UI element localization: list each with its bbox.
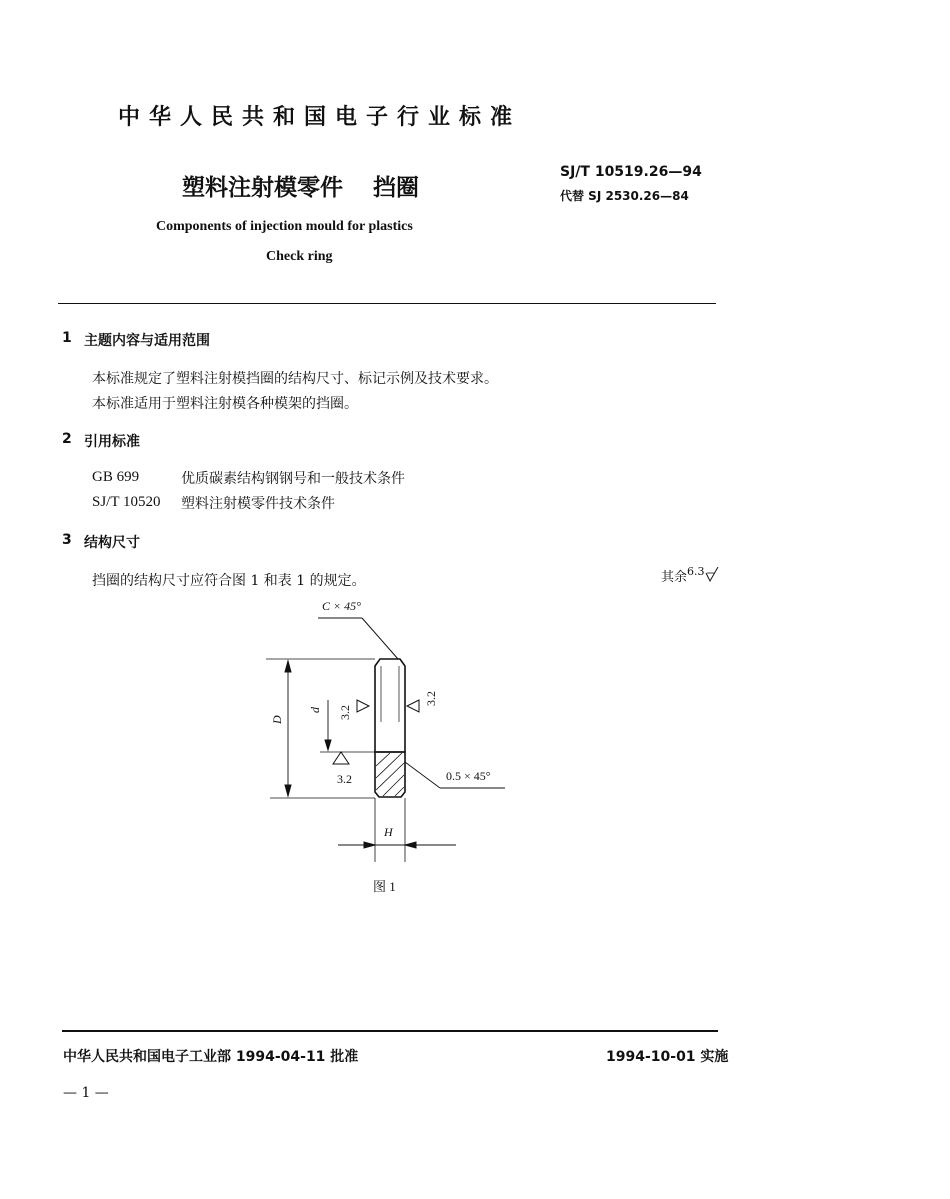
replaces-code: 代替 SJ 2530.26—84	[560, 189, 689, 203]
reference-code-2: SJ/T 10520	[92, 494, 161, 510]
roughness-value-right: 3.2	[424, 691, 438, 706]
approval-line: 中华人民共和国电子工业部 1994-04-11 批准	[63, 1049, 359, 1065]
reference-code-1: GB 699	[92, 469, 140, 485]
chamfer-leader-diagonal	[362, 618, 398, 659]
arrow-H-left	[364, 842, 375, 848]
reference-name-2: 塑料注射模零件技术条件	[181, 496, 335, 512]
arrow-D-top	[285, 661, 291, 672]
roughness-symbol-right	[407, 700, 419, 712]
footer-divider	[62, 1030, 718, 1032]
ring-outline-upper	[375, 659, 405, 752]
standard-organization: 中华人民共和国电子行业标准	[118, 105, 522, 130]
roughness-value-bottom: 3.2	[337, 772, 352, 786]
section-3-text: 挡圈的结构尺寸应符合图 1 和表 1 的规定。	[92, 573, 366, 589]
roughness-value-left: 3.2	[338, 705, 352, 720]
reference-name-1: 优质碳素结构钢钢号和一般技术条件	[181, 471, 405, 487]
page-number: — 1 —	[63, 1085, 109, 1101]
figure-caption: 图 1	[373, 879, 396, 894]
title-en-line2: Check ring	[266, 249, 333, 264]
arrow-D-bottom	[285, 785, 291, 796]
section-1-number: 1	[62, 330, 72, 346]
title-en-line1: Components of injection mould for plastics	[156, 219, 413, 234]
section-2-title: 引用标准	[84, 434, 140, 450]
section-3-title: 结构尺寸	[84, 535, 140, 551]
section-hatching	[376, 753, 404, 796]
section-1-line-1: 本标准规定了塑料注射模挡圈的结构尺寸、标记示例及技术要求。	[92, 371, 498, 387]
roughness-note-label: 其余	[661, 570, 688, 585]
arrow-d-bottom	[325, 740, 331, 750]
section-1-line-2: 本标准适用于塑料注射模各种模架的挡圈。	[92, 396, 358, 412]
section-3-number: 3	[62, 532, 72, 548]
small-chamfer-label: 0.5 × 45°	[446, 769, 491, 783]
implementation-date: 1994-10-01 实施	[606, 1049, 729, 1065]
chamfer-label: C × 45°	[322, 599, 361, 613]
standard-code: SJ/T 10519.26—94	[560, 164, 702, 180]
dimension-label-H: H	[384, 825, 393, 839]
arrow-H-right	[405, 842, 416, 848]
title-cn-part2: 挡圈	[373, 175, 419, 201]
roughness-symbol-left	[357, 700, 369, 712]
small-chamfer-leader	[405, 762, 440, 788]
dimension-label-d: d	[308, 707, 322, 713]
roughness-symbol-bottom	[333, 752, 349, 764]
title-cn-part1: 塑料注射模零件	[182, 175, 343, 201]
section-2-number: 2	[62, 431, 72, 447]
dimension-label-D: D	[270, 715, 284, 724]
section-1-title: 主题内容与适用范围	[84, 333, 210, 349]
roughness-note-value: 6.3	[687, 565, 705, 578]
